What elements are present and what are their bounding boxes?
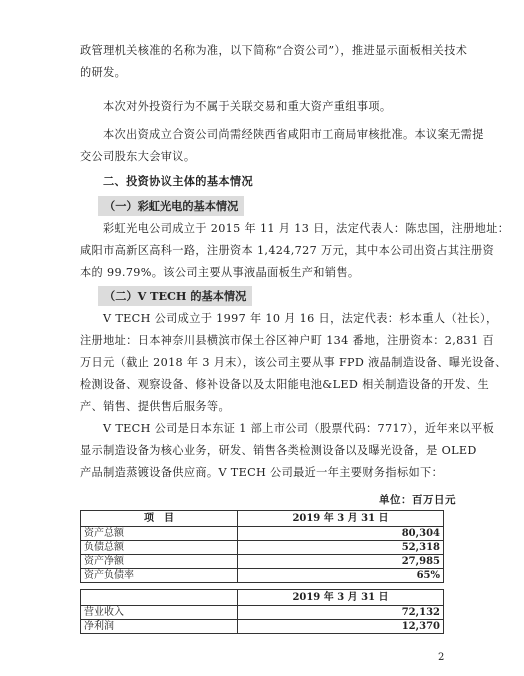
table-spacer <box>81 583 444 590</box>
text-line: 注册地址：日本神奈川县横滨市保土谷区神户町 134 番地，注册资本：2,831 百 <box>80 334 495 347</box>
text-line: 产品制造蒸镀设备供应商。V TECH 公司最近一年主要财务指标如下： <box>80 466 444 479</box>
row-label: 资产总额 <box>81 527 238 541</box>
unit-label: 单位：百万日元 <box>379 494 456 506</box>
date-header: 2019 年 3 月 31 日 <box>238 511 444 527</box>
subsection-heading-1: （一）彩虹光电的基本情况 <box>98 196 244 216</box>
section-heading: 二、投资协议主体的基本情况 <box>103 174 253 188</box>
text-line: 的研发。 <box>80 66 127 79</box>
table-row <box>81 541 444 555</box>
text-line: 本的 99.79%。该公司主要从事液晶面板生产和销售。 <box>80 266 360 279</box>
caihong-paragraph <box>80 218 509 284</box>
approval-paragraph <box>80 124 484 168</box>
item-header: 项 目 <box>81 511 238 527</box>
date-header-2: 2019 年 3 月 31 日 <box>238 590 444 606</box>
text-line: 交公司股东大会审议。 <box>80 150 196 163</box>
table-row <box>81 606 444 620</box>
table-header-row <box>81 590 444 606</box>
row-value: 52,318 <box>238 541 444 555</box>
text-line: V TECH 公司成立于 1997 年 10 月 16 日，法定代表：杉本重人（社长）， <box>103 312 498 325</box>
vtech-paragraph-2 <box>80 418 494 484</box>
subsection-heading-2: （二）V TECH 的基本情况 <box>98 286 252 306</box>
text-line: V TECH 公司是日本东证 1 部上市公司（股票代码：7717），近年来以平板 <box>103 422 495 435</box>
text-line: 本次出资成立合资公司尚需经陕西省咸阳市工商局审核批准。本议案无需提 <box>103 128 484 141</box>
text-line: 显示制造设备为核心业务，研发、销售各类检测设备以及曝光设备，是 OLED <box>80 444 477 457</box>
text-line: 万日元（截止 2018 年 3 月末），该公司主要从事 FPD 液晶制造设备、曝光设备、 <box>80 356 507 369</box>
not-related-paragraph: 本次对外投资行为不属于关联交易和重大资产重组事项。 <box>103 100 392 113</box>
row-label: 营业收入 <box>81 606 238 620</box>
table-row <box>81 555 444 569</box>
row-value: 12,370 <box>238 620 444 634</box>
text-line: 咸阳市高新区高科一路，注册资本 1,424,727 万元，其中本公司出资占其注册资 <box>80 244 495 257</box>
text-line: 彩虹光电公司成立于 2015 年 11 月 13 日，法定代表人：陈忠国，注册地址： <box>103 222 510 235</box>
text-line: 检测设备、观察设备、修补设备以及太阳能电池&LED 相关制造设备的开发、生 <box>80 378 490 391</box>
row-label: 负债总额 <box>81 541 238 555</box>
row-value: 27,985 <box>238 555 444 569</box>
financial-table <box>80 510 444 634</box>
item-header-blank <box>81 590 238 606</box>
row-value: 72,132 <box>238 606 444 620</box>
row-label: 净利润 <box>81 620 238 634</box>
row-value: 65% <box>238 569 444 583</box>
intro-paragraph <box>80 40 467 84</box>
row-value: 80,304 <box>238 527 444 541</box>
vtech-paragraph-1 <box>80 308 507 418</box>
text-line: 产、销售、提供售后服务等。 <box>80 400 230 413</box>
page-number: 2 <box>438 652 445 663</box>
table-row <box>81 527 444 541</box>
text-line: 政管理机关核准的名称为准，以下简称“合资公司”），推进显示面板相关技术 <box>80 44 468 57</box>
table-header-row <box>81 511 444 527</box>
row-label: 资产负债率 <box>81 569 238 583</box>
table-row <box>81 569 444 583</box>
table-row <box>81 620 444 634</box>
row-label: 资产净额 <box>81 555 238 569</box>
